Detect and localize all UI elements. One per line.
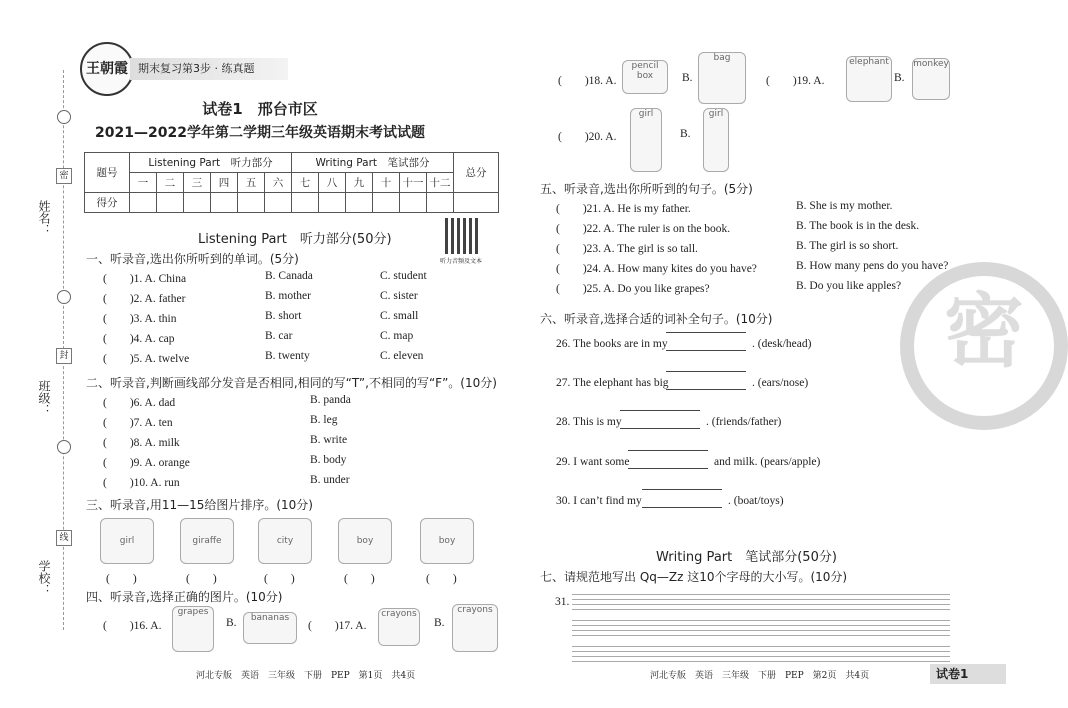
table-cell: 九 bbox=[346, 173, 373, 193]
school-label: 学校： bbox=[37, 560, 51, 596]
section-title: 四、听录音,选择正确的图片。(10分) bbox=[86, 590, 283, 604]
grapes-icon: grapes bbox=[172, 606, 214, 652]
score-cell[interactable] bbox=[292, 193, 319, 213]
question-item: ( )7. A. ten bbox=[103, 417, 173, 429]
sentence-end: . (boat/toys) bbox=[728, 495, 784, 507]
question-item: ( )1. A. China bbox=[103, 273, 187, 285]
answer-line[interactable] bbox=[666, 332, 746, 333]
option-c: C. map bbox=[380, 330, 414, 342]
pencil-box-icon: pencil box bbox=[622, 60, 668, 94]
hole-icon bbox=[57, 440, 71, 454]
option-c: C. student bbox=[380, 270, 427, 282]
table-cell: 七 bbox=[292, 173, 319, 193]
question-item: ( )6. A. dad bbox=[103, 397, 176, 409]
sentence-end: . (friends/father) bbox=[706, 416, 782, 428]
giraffe-icon: giraffe bbox=[180, 518, 234, 564]
option-b: B. twenty bbox=[265, 350, 310, 362]
bag-icon: bag bbox=[698, 52, 746, 104]
table-cell: 一 bbox=[130, 173, 157, 193]
answer-line[interactable] bbox=[642, 489, 722, 490]
sentence-end: and milk. (pears/apple) bbox=[714, 456, 821, 468]
answer-line[interactable] bbox=[620, 428, 700, 429]
sentence-end: . (ears/nose) bbox=[752, 377, 809, 389]
table-header: 总分 bbox=[454, 153, 499, 193]
table-cell: 八 bbox=[319, 173, 346, 193]
option-b: B. The girl is so short. bbox=[796, 240, 899, 252]
page-tab: 试卷1 bbox=[930, 664, 1006, 684]
qr-code-icon[interactable] bbox=[445, 218, 481, 254]
table-cell: 十 bbox=[373, 173, 400, 193]
option-b: B. body bbox=[310, 454, 347, 466]
option-b: B. mother bbox=[265, 290, 311, 302]
option-b: B. Do you like apples? bbox=[796, 280, 902, 292]
question-item: ( )3. A. thin bbox=[103, 313, 177, 325]
seal-mark: 封 bbox=[56, 348, 72, 364]
question-item: ( )21. A. He is my father. bbox=[556, 203, 691, 215]
question-19: ( )19. A. bbox=[766, 75, 825, 87]
score-cell[interactable] bbox=[265, 193, 292, 213]
page-subtitle: 2021—2022学年第二学期三年级英语期末考试试题 bbox=[95, 125, 425, 141]
question-item: ( )22. A. The ruler is on the book. bbox=[556, 223, 731, 235]
section-title: 五、听录音,选出你所听到的句子。(5分) bbox=[540, 182, 753, 196]
option-c: C. small bbox=[380, 310, 419, 322]
score-cell[interactable] bbox=[130, 193, 157, 213]
footer-right: 河北专版 英语 三年级 下册 PEP 第2页 共4页 bbox=[650, 671, 870, 681]
option-b: B. Canada bbox=[265, 270, 313, 282]
listening-title: Listening Part 听力部分(50分) bbox=[198, 232, 392, 247]
seal-mark: 线 bbox=[56, 530, 72, 546]
city-icon: city bbox=[258, 518, 312, 564]
handwriting-line[interactable] bbox=[572, 630, 950, 631]
name-label: 姓名： bbox=[37, 200, 51, 236]
sentence-start: 28. This is my bbox=[556, 416, 622, 428]
question-18: ( )18. A. bbox=[558, 75, 617, 87]
question-item: ( )4. A. cap bbox=[103, 333, 175, 345]
option-label: B. bbox=[682, 72, 693, 84]
question-item: ( )8. A. milk bbox=[103, 437, 180, 449]
handwriting-line[interactable] bbox=[572, 620, 950, 621]
score-cell[interactable] bbox=[238, 193, 265, 213]
table-cell: 十二 bbox=[427, 173, 454, 193]
seal-watermark: 密 bbox=[900, 262, 1068, 430]
logo: 王朝霞 bbox=[80, 42, 134, 96]
option-label: B. bbox=[226, 617, 237, 629]
answer-blank: ( ) bbox=[426, 573, 457, 585]
footer-left: 河北专版 英语 三年级 下册 PEP 第1页 共4页 bbox=[196, 671, 416, 681]
score-cell[interactable] bbox=[454, 193, 499, 213]
option-label: B. bbox=[680, 128, 691, 140]
answer-blank: ( ) bbox=[264, 573, 295, 585]
question-item: ( )25. A. Do you like grapes? bbox=[556, 283, 710, 295]
monkey-icon: monkey bbox=[912, 58, 950, 100]
answer-blank: ( ) bbox=[106, 573, 137, 585]
girl-icon: girl bbox=[630, 108, 662, 172]
option-c: C. eleven bbox=[380, 350, 424, 362]
girl-icon: girl bbox=[100, 518, 154, 564]
header-banner: 期末复习第3步 · 练真题 bbox=[130, 58, 288, 80]
table-cell: 五 bbox=[238, 173, 265, 193]
section-title: 一、听录音,选出你所听到的单词。(5分) bbox=[86, 252, 299, 266]
seal-mark: 密 bbox=[56, 168, 72, 184]
option-label: B. bbox=[894, 72, 905, 84]
page-title: 试卷1 邢台市区 bbox=[202, 100, 318, 118]
answer-line[interactable] bbox=[642, 507, 722, 508]
question-item: ( )23. A. The girl is so tall. bbox=[556, 243, 698, 255]
question-item: ( )9. A. orange bbox=[103, 457, 190, 469]
answer-blank: ( ) bbox=[344, 573, 375, 585]
section-title: 七、请规范地写出 Qq—Zz 这10个字母的大小写。(10分) bbox=[540, 570, 848, 584]
table-cell: 得分 bbox=[85, 193, 130, 213]
question-31: 31. bbox=[555, 596, 570, 608]
question-item: ( )24. A. How many kites do you have? bbox=[556, 263, 757, 275]
crayons-icon: crayons bbox=[378, 608, 420, 646]
table-header: Listening Part 听力部分 bbox=[130, 153, 292, 173]
girl-icon: girl bbox=[703, 108, 729, 172]
elephant-icon: elephant bbox=[846, 56, 892, 102]
handwriting-line[interactable] bbox=[572, 656, 950, 657]
score-table bbox=[84, 152, 499, 213]
handwriting-line[interactable] bbox=[572, 646, 950, 647]
boy-icon: boy bbox=[338, 518, 392, 564]
option-label: B. bbox=[434, 617, 445, 629]
score-cell[interactable] bbox=[184, 193, 211, 213]
section-title: 六、听录音,选择合适的词补全句子。(10分) bbox=[540, 312, 773, 326]
option-c: C. sister bbox=[380, 290, 418, 302]
answer-blank: ( ) bbox=[186, 573, 217, 585]
table-header: Writing Part 笔试部分 bbox=[292, 153, 454, 173]
bananas-icon: bananas bbox=[243, 612, 297, 644]
table-cell: 十一 bbox=[400, 173, 427, 193]
sentence-start: 27. The elephant has big bbox=[556, 377, 669, 389]
option-b: B. short bbox=[265, 310, 302, 322]
option-b: B. How many pens do you have? bbox=[796, 260, 949, 272]
option-b: B. The book is in the desk. bbox=[796, 220, 920, 232]
question-item: ( )10. A. run bbox=[103, 477, 180, 489]
handwriting-line[interactable] bbox=[572, 599, 950, 600]
handwriting-line[interactable] bbox=[572, 661, 950, 662]
question-16: ( )16. A. bbox=[103, 620, 162, 632]
option-b: B. write bbox=[310, 434, 348, 446]
sentence-start: 30. I can’t find my bbox=[556, 495, 642, 507]
table-cell: 六 bbox=[265, 173, 292, 193]
score-cell[interactable] bbox=[427, 193, 454, 213]
option-b: B. She is my mother. bbox=[796, 200, 893, 212]
crayons-icon: crayons bbox=[452, 604, 498, 652]
table-cell: 二 bbox=[157, 173, 184, 193]
boy-icon: boy bbox=[420, 518, 474, 564]
answer-line[interactable] bbox=[628, 450, 708, 451]
handwriting-line[interactable] bbox=[572, 651, 950, 652]
score-cell[interactable] bbox=[400, 193, 427, 213]
question-17: ( )17. A. bbox=[308, 620, 367, 632]
qr-caption: 听力音频及文本 bbox=[440, 258, 483, 265]
answer-line[interactable] bbox=[666, 371, 746, 372]
option-b: B. leg bbox=[310, 414, 338, 426]
score-cell[interactable] bbox=[211, 193, 238, 213]
option-b: B. under bbox=[310, 474, 350, 486]
table-cell: 四 bbox=[211, 173, 238, 193]
answer-line[interactable] bbox=[628, 468, 708, 469]
question-item: ( )2. A. father bbox=[103, 293, 186, 305]
option-b: B. panda bbox=[310, 394, 351, 406]
score-cell[interactable] bbox=[346, 193, 373, 213]
handwriting-line[interactable] bbox=[572, 625, 950, 626]
table-cell: 三 bbox=[184, 173, 211, 193]
sentence-start: 26. The books are in my bbox=[556, 338, 668, 350]
class-label: 班级： bbox=[37, 380, 51, 416]
table-header: 题号 bbox=[85, 153, 130, 193]
section-title: 三、听录音,用11—15给图片排序。(10分) bbox=[86, 498, 313, 512]
handwriting-line[interactable] bbox=[572, 604, 950, 605]
writing-title: Writing Part 笔试部分(50分) bbox=[656, 550, 837, 565]
score-cell[interactable] bbox=[157, 193, 184, 213]
answer-line[interactable] bbox=[666, 389, 746, 390]
answer-line[interactable] bbox=[666, 350, 746, 351]
option-b: B. car bbox=[265, 330, 293, 342]
answer-line[interactable] bbox=[620, 410, 700, 411]
handwriting-line[interactable] bbox=[572, 635, 950, 636]
sentence-start: 29. I want some bbox=[556, 456, 630, 468]
sentence-end: . (desk/head) bbox=[752, 338, 812, 350]
score-cell[interactable] bbox=[319, 193, 346, 213]
handwriting-line[interactable] bbox=[572, 594, 950, 595]
question-20: ( )20. A. bbox=[558, 131, 617, 143]
hole-icon bbox=[57, 290, 71, 304]
score-cell[interactable] bbox=[373, 193, 400, 213]
handwriting-line[interactable] bbox=[572, 609, 950, 610]
question-item: ( )5. A. twelve bbox=[103, 353, 190, 365]
section-title: 二、听录音,判断画线部分发音是否相同,相同的写“T”,不相同的写“F”。(10分) bbox=[86, 376, 497, 390]
